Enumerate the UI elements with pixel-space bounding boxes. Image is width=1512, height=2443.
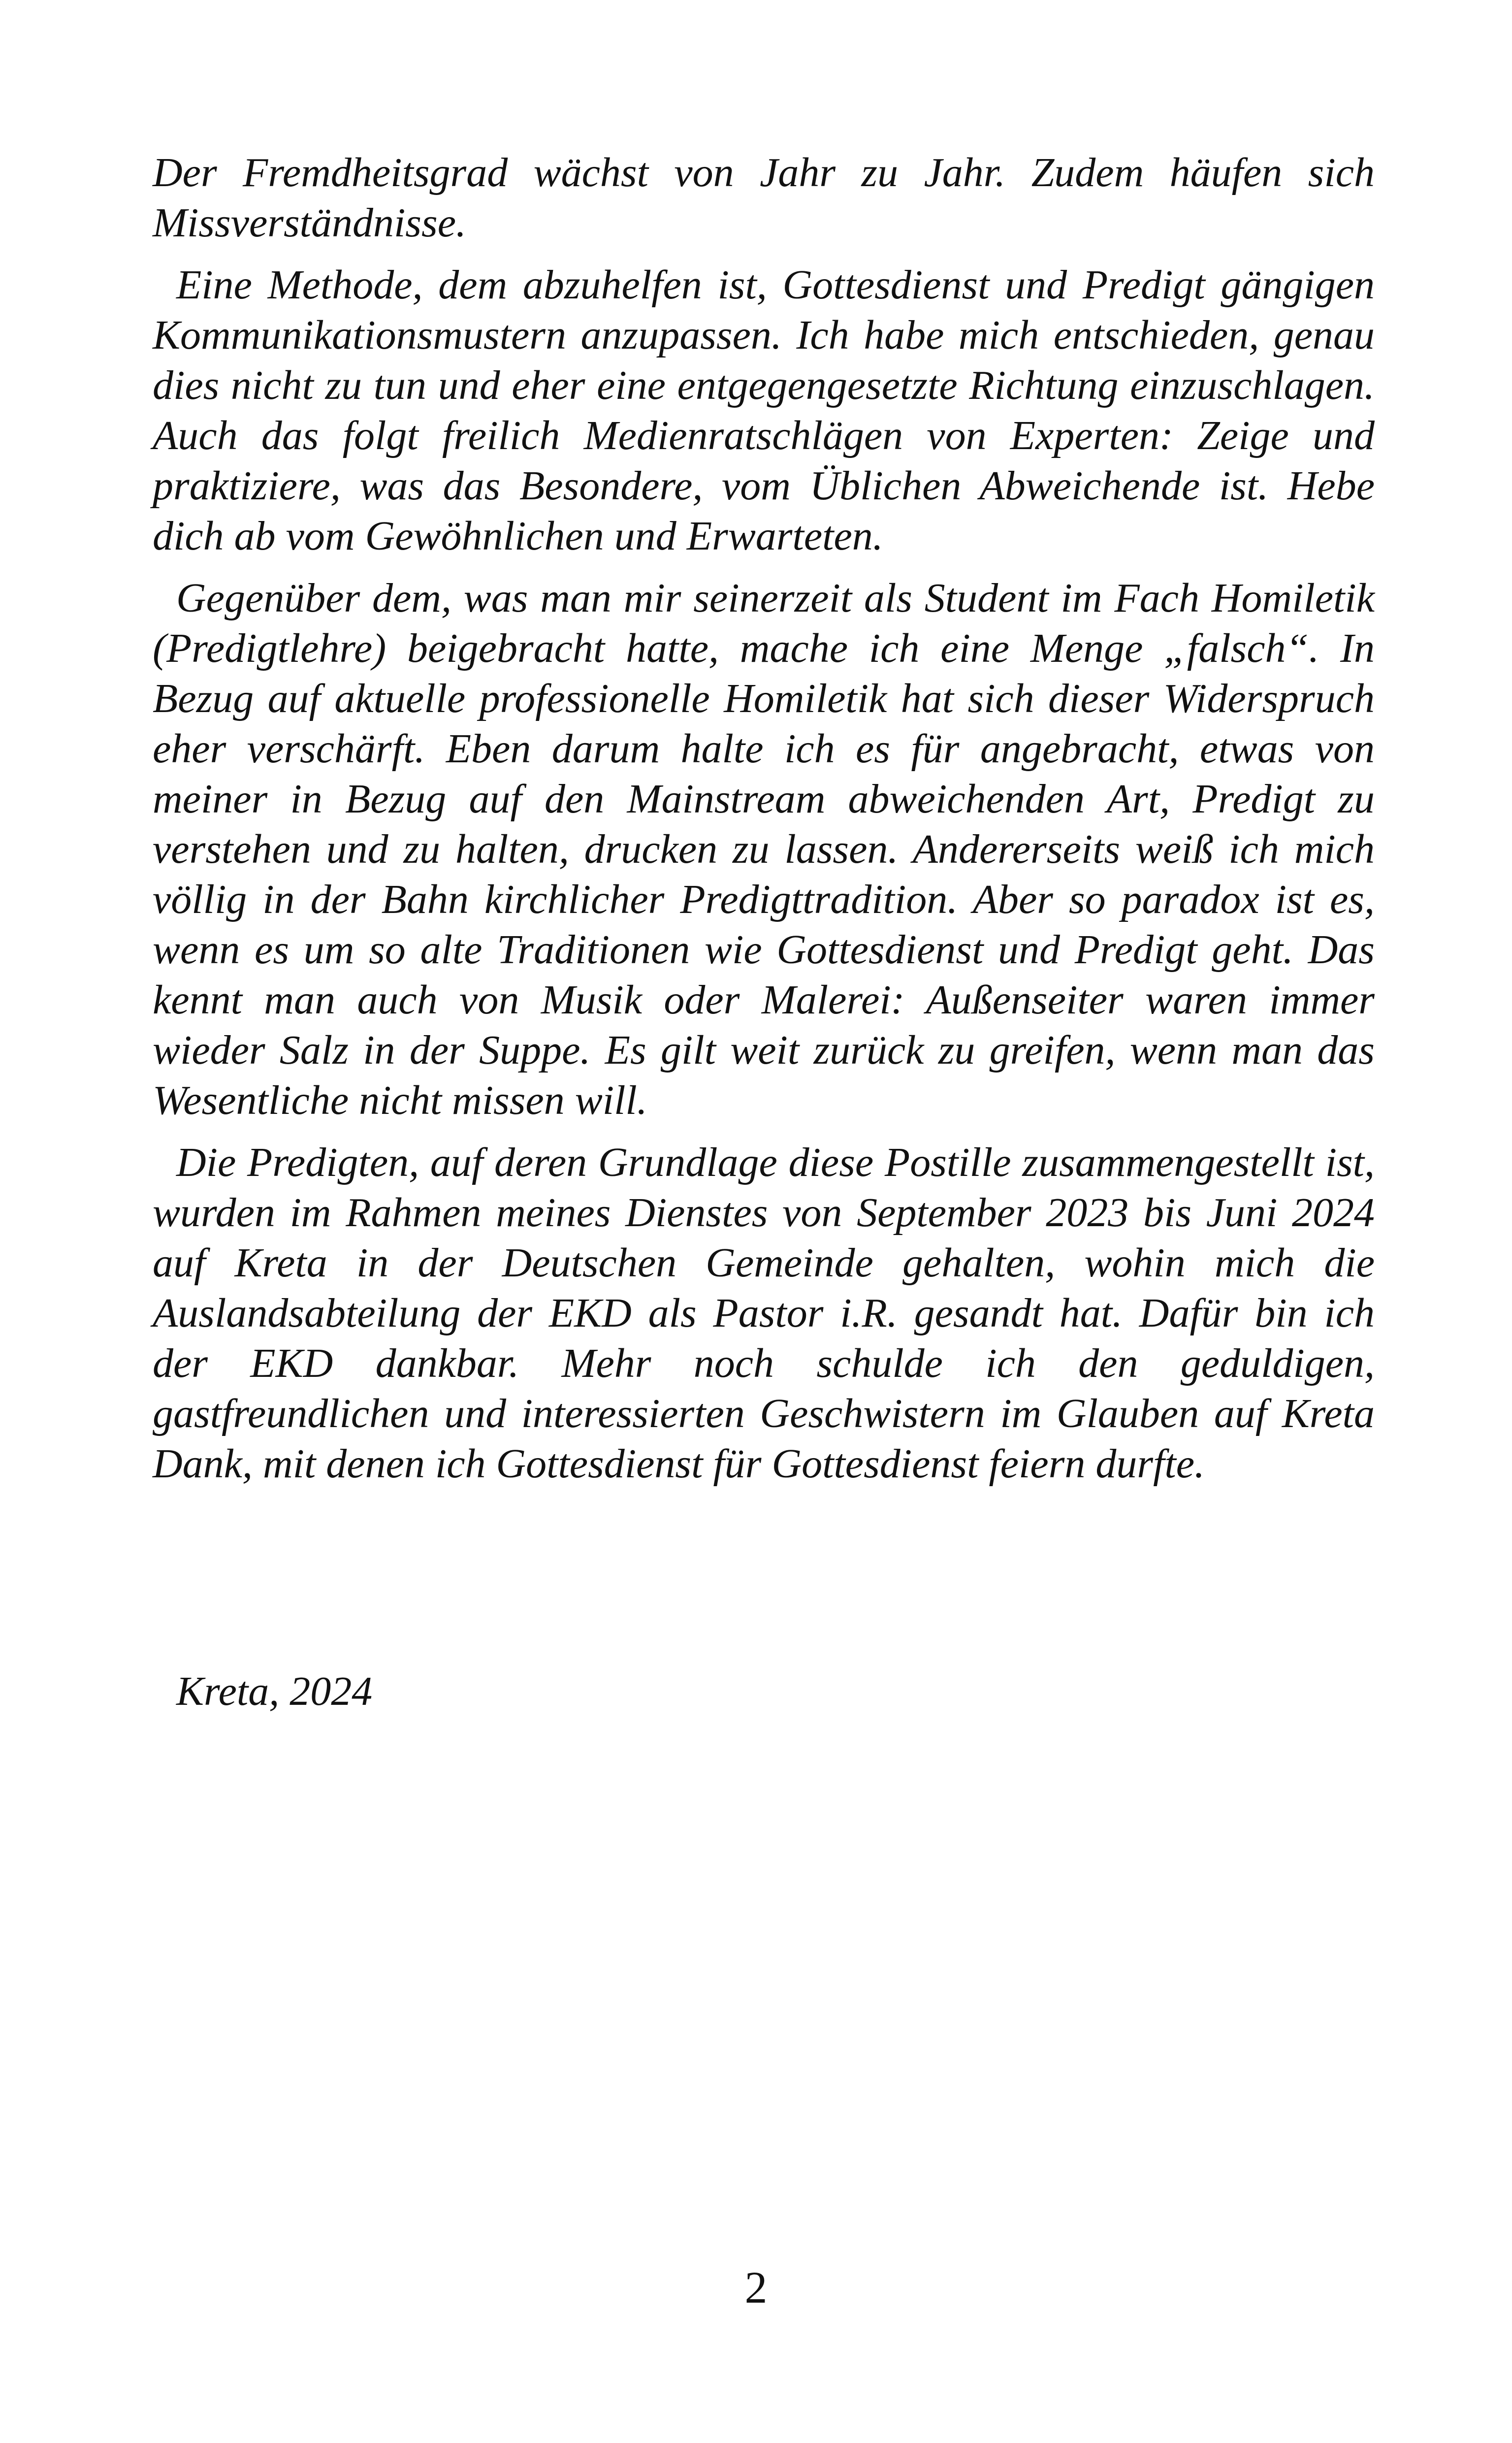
paragraph-2: Eine Methode, dem abzuhelfen ist, Gottesdienst und Predigt gängigen Kommunikationsmustern anzupassen. Ich habe mich entschieden, genau dies nicht zu tun und eher eine entgegengesetzte Richtung einzuschlagen. Auch das folgt freilich Medienratschlägen von Experten: Zeige und praktiziere, was das Besondere, vom Üblichen Abweichende ist. Hebe dich ab vom Gewöhnlichen und Erwarteten. [153, 262, 1375, 559]
paragraph-1: Der Fremdheitsgrad wächst von Jahr zu Jahr. Zudem häufen sich Missverständnisse. [153, 150, 1375, 246]
page-number: 2 [744, 2262, 768, 2313]
paragraph-3: Gegenüber dem, was man mir seinerzeit als Student im Fach Homiletik (Predigtlehre) beigebracht hatte, mache ich eine Menge „falsch“. In Bezug auf aktuelle professionelle Homiletik hat sich dieser Widerspruch eher verschärft. Eben darum halte ich es für angebracht, etwas von meiner in Bezug auf den Mainstream abweichenden Art, Predigt zu verstehen und zu halten, drucken zu lassen. Andererseits weiß ich mich völlig in der Bahn kirchlicher Predigttradition. Aber so paradox ist es, wenn es um so alte Traditionen wie Gottesdienst und Predigt geht. Das kennt man auch von Musik oder Malerei: Außenseiter waren immer wieder Salz in der Suppe. Es gilt weit zurück zu greifen, wenn man das Wesentliche nicht missen will. [153, 575, 1375, 1123]
paragraph-4: Die Predigten, auf deren Grundlage diese Postille zusammengestellt ist, wurden im Rahmen meines Dienstes von September 2023 bis Juni 2024 auf Kreta in der Deutschen Gemeinde gehalten, wohin mich die Auslandsabteilung der EKD als Pastor i.R. gesandt hat. Dafür bin ich der EKD dankbar. Mehr noch schulde ich den geduldigen, gastfreundlichen und interessierten Geschwistern im Glauben auf Kreta Dank, mit denen ich Gottesdienst für Gottesdienst feiern durfte. [153, 1140, 1375, 1487]
place-date-signature: Kreta, 2024 [176, 1668, 373, 1714]
body-text [153, 148, 1375, 1501]
